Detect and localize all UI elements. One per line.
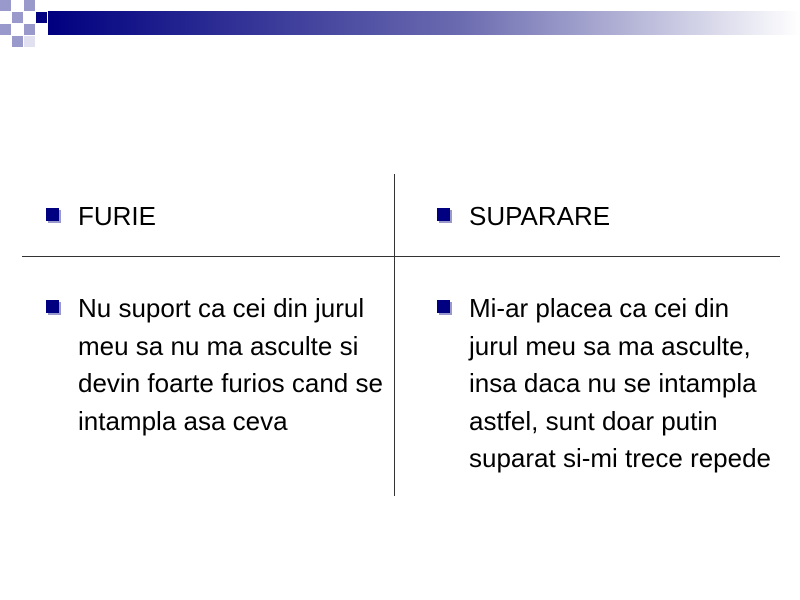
right-column	[437, 198, 782, 478]
deco-square	[12, 12, 23, 23]
right-heading: SUPARARE	[469, 201, 611, 231]
right-body-item	[437, 290, 782, 478]
left-heading: FURIE	[78, 201, 156, 231]
deco-square	[0, 0, 11, 11]
right-body-text: Mi-ar placea ca cei din jurul meu sa ma asculte, insa daca nu se intampla astfel, sunt doar putin suparat si-mi trece repede	[469, 293, 772, 473]
left-body-text: Nu suport ca cei din jurul meu sa nu ma asculte si devin foarte furios cand se intampla asa ceva	[78, 293, 383, 436]
right-heading-item	[437, 198, 782, 238]
gradient-bar	[48, 11, 800, 35]
deco-square	[36, 12, 47, 23]
square-bullet-icon	[437, 300, 450, 313]
left-body-item	[46, 290, 386, 440]
square-bullet-icon	[437, 208, 450, 221]
deco-square	[24, 36, 35, 47]
deco-square	[0, 24, 11, 35]
title-bar-decoration	[0, 0, 800, 50]
left-heading-item	[46, 198, 386, 238]
deco-square	[24, 24, 35, 35]
left-column	[46, 198, 386, 440]
square-bullet-icon	[46, 208, 59, 221]
square-bullet-icon	[46, 300, 59, 313]
column-divider	[394, 174, 395, 496]
deco-square	[24, 0, 35, 11]
deco-square	[12, 36, 23, 47]
